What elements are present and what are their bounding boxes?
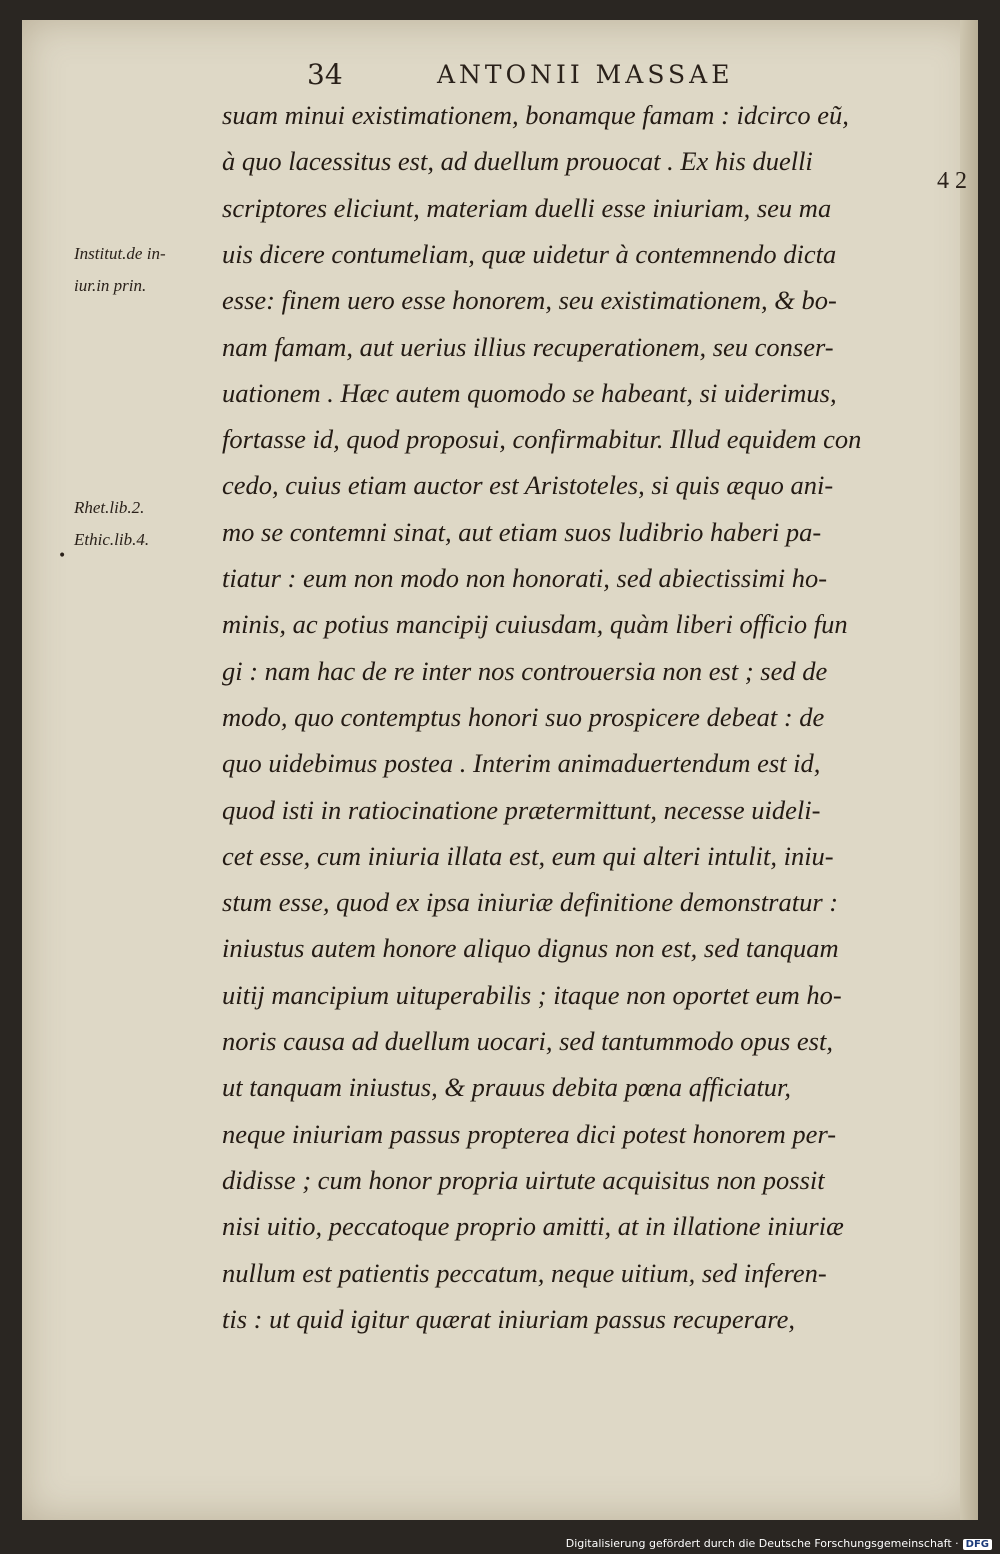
text-line: cet esse, cum iniuria illata est, eum qui alteri intulit, iniu- xyxy=(222,840,834,871)
margin-bullet: • xyxy=(58,548,67,564)
page-edge xyxy=(960,20,978,1520)
page-number: 34 xyxy=(307,58,343,91)
text-line: nam famam, aut uerius illius recuperationem, seu conser- xyxy=(222,331,834,362)
text-line: uitij mancipium uituperabilis ; itaque non oportet eum ho- xyxy=(222,979,842,1010)
signature-mark: 4 2 xyxy=(937,168,967,194)
margin-note-4: Ethic.lib.4. xyxy=(74,530,150,549)
footer-credit xyxy=(566,1537,992,1550)
text-line: uationem . Hæc autem quomodo se habeant, si uiderimus, xyxy=(222,377,837,408)
margin-note-1: Institut.de in- xyxy=(74,244,166,263)
text-line: ut tanquam iniustus, & prauus debita pœna afficiatur, xyxy=(222,1072,792,1103)
text-line: tis : ut quid igitur quærat iniuriam passus recuperare, xyxy=(222,1303,795,1334)
text-line: gi : nam hac de re inter nos controuersia non est ; sed de xyxy=(222,655,828,686)
dfg-logo: DFG xyxy=(963,1539,992,1550)
margin-note-3: Rhet.lib.2. xyxy=(74,498,145,517)
text-line: iniustus autem honore aliquo dignus non est, sed tanquam xyxy=(222,933,839,964)
text-line: fortasse id, quod proposui, confirmabitur. Illud equidem con xyxy=(222,424,862,455)
text-line: à quo lacessitus est, ad duellum prouocat . Ex his duelli xyxy=(222,146,813,177)
footer-text: Digitalisierung gefördert durch die Deutsche Forschungsgemeinschaft · xyxy=(565,1537,959,1550)
margin-note-2: iur.in prin. xyxy=(74,276,147,295)
text-line: modo, quo contemptus honori suo prospicere debeat : de xyxy=(222,701,825,732)
text-line: noris causa ad duellum uocari, sed tantummodo opus est, xyxy=(222,1026,833,1056)
text-line: stum esse, quod ex ipsa iniuriæ definitione demonstratur : xyxy=(222,887,839,918)
book-page xyxy=(22,20,978,1520)
text-line: neque iniuriam passus propterea dici potest honorem per- xyxy=(222,1118,837,1149)
running-head: ANTONII MASSAE xyxy=(437,60,734,89)
text-line: nisi uitio, peccatoque proprio amitti, at in illatione iniuriæ xyxy=(222,1211,844,1242)
text-line: tiatur : eum non modo non honorati, sed abiectissimi ho- xyxy=(222,563,828,593)
page-header xyxy=(22,58,978,98)
text-line: suam minui existimationem, bonamque famam : idcirco eũ, xyxy=(222,100,849,130)
text-line: quod isti in ratiocinatione prætermittunt, necesse uideli- xyxy=(222,794,821,825)
text-line: minis, ac potius mancipij cuiusdam, quàm liberi officio fun xyxy=(222,609,848,640)
text-line: esse: finem uero esse honorem, seu existimationem, & bo- xyxy=(222,285,837,316)
text-line: quo uidebimus postea . Interim animaduertendum est id, xyxy=(222,748,821,779)
text-line: mo se contemni sinat, aut etiam suos ludibrio haberi pa- xyxy=(222,516,822,547)
text-line: didisse ; cum honor propria uirtute acquisitus non possit xyxy=(222,1164,825,1195)
text-line: nullum est patientis peccatum, neque uitium, sed inferen- xyxy=(222,1257,827,1288)
text-line: scriptores eliciunt, materiam duelli esse iniuriam, seu ma xyxy=(222,192,832,223)
text-line: uis dicere contumeliam, quæ uidetur à contemnendo dicta xyxy=(222,238,837,269)
text-line: cedo, cuius etiam auctor est Aristoteles, si quis æquo ani- xyxy=(222,470,834,501)
